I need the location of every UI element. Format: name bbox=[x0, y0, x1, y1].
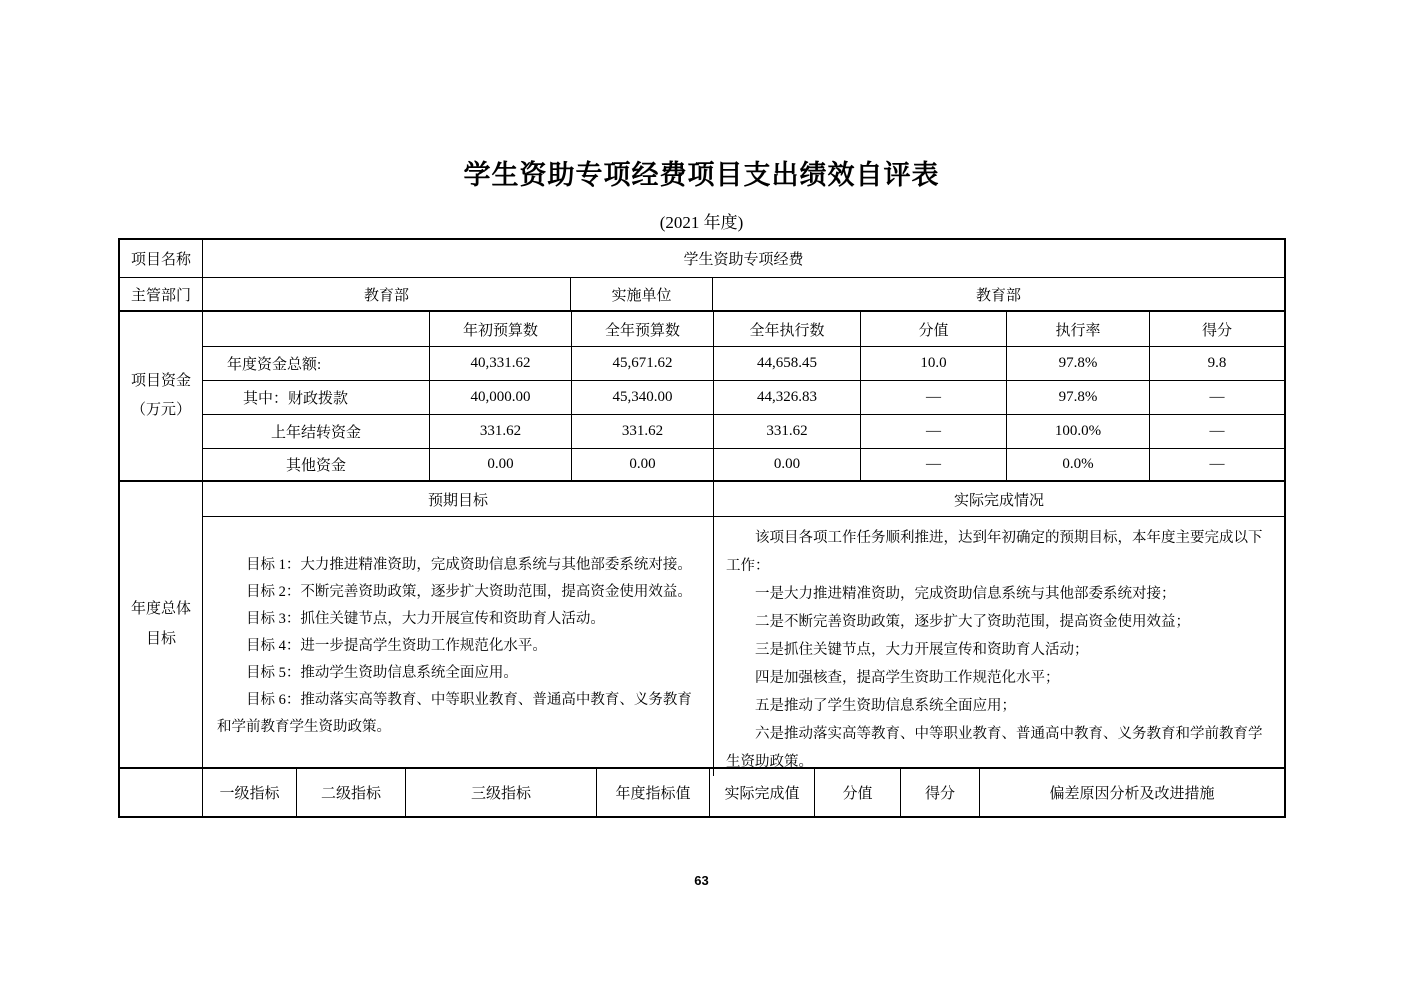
actual-intro: 该项目各项工作任务顺利推进，达到年初确定的预期目标，本年度主要完成以下工作： bbox=[726, 530, 1263, 574]
implementer-label: 实施单位 bbox=[570, 278, 712, 310]
actual-item: 二是不断完善资助政策，逐步扩大了资助范围，提高资金使用效益； bbox=[755, 614, 1190, 630]
goal-item: 目标 1：大力推进精准资助，完成资助信息系统与其他部委系统对接。 bbox=[246, 557, 692, 573]
funds-header-initial-budget: 年初预算数 bbox=[429, 312, 571, 346]
indicator-header-level1: 一级指标 bbox=[202, 769, 296, 816]
funds-cell: 100.0% bbox=[1006, 415, 1149, 448]
goal-item: 目标 2：不断完善资助政策，逐步扩大资助范围，提高资金使用效益。 bbox=[246, 584, 692, 600]
funds-cell: 0.0% bbox=[1006, 449, 1149, 480]
actual-item: 三是抓住关键节点，大力开展宣传和资助育人活动； bbox=[755, 642, 1089, 658]
funds-cell: 44,326.83 bbox=[713, 381, 860, 414]
funds-cell: 10.0 bbox=[860, 347, 1006, 380]
indicator-header-level2: 二级指标 bbox=[296, 769, 405, 816]
funds-section-label-line1: 项目资金 bbox=[130, 372, 191, 389]
funds-cell: — bbox=[1149, 415, 1284, 448]
expected-goals-header: 预期目标 bbox=[427, 492, 488, 509]
supervisor-label: 主管部门 bbox=[130, 287, 191, 304]
funds-row-label: 其他资金 bbox=[285, 458, 346, 474]
actual-item: 六是推动落实高等教育、中等职业教育、普通高中教育、义务教育和学前教育学生资助政策。 bbox=[726, 726, 1263, 770]
goal-item: 目标 5：推动学生资助信息系统全面应用。 bbox=[246, 665, 518, 681]
actual-item: 五是推动了学生资助信息系统全面应用； bbox=[755, 698, 1016, 714]
funds-cell: — bbox=[860, 449, 1006, 480]
actual-completion-text bbox=[713, 517, 1284, 776]
funds-cell: 331.62 bbox=[429, 415, 571, 448]
indicator-header-annual-value: 年度指标值 bbox=[596, 769, 709, 816]
funds-cell: 0.00 bbox=[429, 449, 571, 480]
funds-cell: 0.00 bbox=[713, 449, 860, 480]
indicator-header-score-weight: 分值 bbox=[814, 769, 900, 816]
funds-cell: 331.62 bbox=[571, 415, 713, 448]
page-number: 63 bbox=[694, 873, 709, 888]
funds-cell: 40,331.62 bbox=[429, 347, 571, 380]
funds-row-total bbox=[203, 346, 1284, 380]
funds-cell: — bbox=[1149, 381, 1284, 414]
implementer-value: 教育部 bbox=[712, 278, 1284, 310]
goal-item: 目标 4：进一步提高学生资助工作规范化水平。 bbox=[246, 638, 547, 654]
funds-header-blank bbox=[203, 312, 429, 346]
funds-cell: 44,658.45 bbox=[713, 347, 860, 380]
indicator-blank-cell bbox=[120, 769, 202, 816]
funds-cell: 45,340.00 bbox=[571, 381, 713, 414]
funds-cell: 45,671.62 bbox=[571, 347, 713, 380]
page-subtitle: (2021 年度) bbox=[659, 213, 744, 232]
indicator-header-score: 得分 bbox=[900, 769, 979, 816]
annual-goals-label-line2: 目标 bbox=[145, 630, 176, 647]
funds-row-label: 上年结转资金 bbox=[270, 425, 361, 441]
actual-item: 四是加强核查，提高学生资助工作规范化水平； bbox=[755, 670, 1060, 686]
project-name-label: 项目名称 bbox=[130, 252, 191, 268]
funds-cell: — bbox=[860, 381, 1006, 414]
funds-header-execution-rate: 执行率 bbox=[1006, 312, 1149, 346]
funds-header-executed: 全年执行数 bbox=[713, 312, 860, 346]
project-funds-section bbox=[120, 310, 1284, 480]
project-name-value: 学生资助专项经费 bbox=[202, 240, 1284, 277]
evaluation-table bbox=[118, 238, 1286, 818]
actual-item: 一是大力推进精准资助，完成资助信息系统与其他部委系统对接； bbox=[755, 586, 1176, 602]
funds-cell: 331.62 bbox=[713, 415, 860, 448]
indicator-header-deviation: 偏差原因分析及改进措施 bbox=[979, 769, 1284, 816]
annual-goals-section bbox=[120, 480, 1284, 770]
funds-header-score: 得分 bbox=[1149, 312, 1284, 346]
indicator-header-actual-value: 实际完成值 bbox=[709, 769, 814, 816]
funds-cell: 97.8% bbox=[1006, 381, 1149, 414]
indicator-header-row bbox=[120, 767, 1284, 816]
actual-completion-header: 实际完成情况 bbox=[713, 482, 1284, 516]
expected-goals-text bbox=[203, 517, 713, 776]
goal-item: 目标 3：抓住关键节点，大力开展宣传和资助育人活动。 bbox=[246, 611, 605, 627]
page-title: 学生资助专项经费项目支出绩效自评表 bbox=[463, 160, 940, 190]
funds-cell: 97.8% bbox=[1006, 347, 1149, 380]
funds-row-other bbox=[203, 448, 1284, 480]
funds-cell: 40,000.00 bbox=[429, 381, 571, 414]
funds-header-full-year-budget: 全年预算数 bbox=[571, 312, 713, 346]
supervisor-value: 教育部 bbox=[202, 278, 570, 310]
indicator-header-level3: 三级指标 bbox=[405, 769, 596, 816]
funds-cell: 0.00 bbox=[571, 449, 713, 480]
funds-section-label bbox=[120, 312, 202, 480]
funds-cell: — bbox=[1149, 449, 1284, 480]
funds-row-fiscal bbox=[203, 380, 1284, 414]
goals-body-row bbox=[203, 516, 1284, 776]
goals-header-row bbox=[203, 482, 1284, 516]
funds-cell: 9.8 bbox=[1149, 347, 1284, 380]
funds-cell: — bbox=[860, 415, 1006, 448]
funds-row-label: 其中：财政拨款 bbox=[243, 391, 349, 407]
department-row bbox=[120, 277, 1284, 310]
funds-header-row bbox=[203, 312, 1284, 346]
funds-row-label: 年度资金总额: bbox=[227, 357, 322, 373]
annual-goals-label-line1: 年度总体 bbox=[130, 601, 191, 618]
annual-goals-label bbox=[120, 482, 202, 767]
funds-section-label-line2: （万元） bbox=[130, 402, 191, 418]
goal-item: 目标 6：推动落实高等教育、中等职业教育、普通高中教育、义务教育和学前教育学生资助政策。 bbox=[217, 692, 692, 735]
funds-header-score-weight: 分值 bbox=[860, 312, 1006, 346]
project-name-row bbox=[120, 240, 1284, 277]
funds-row-carryover bbox=[203, 414, 1284, 448]
